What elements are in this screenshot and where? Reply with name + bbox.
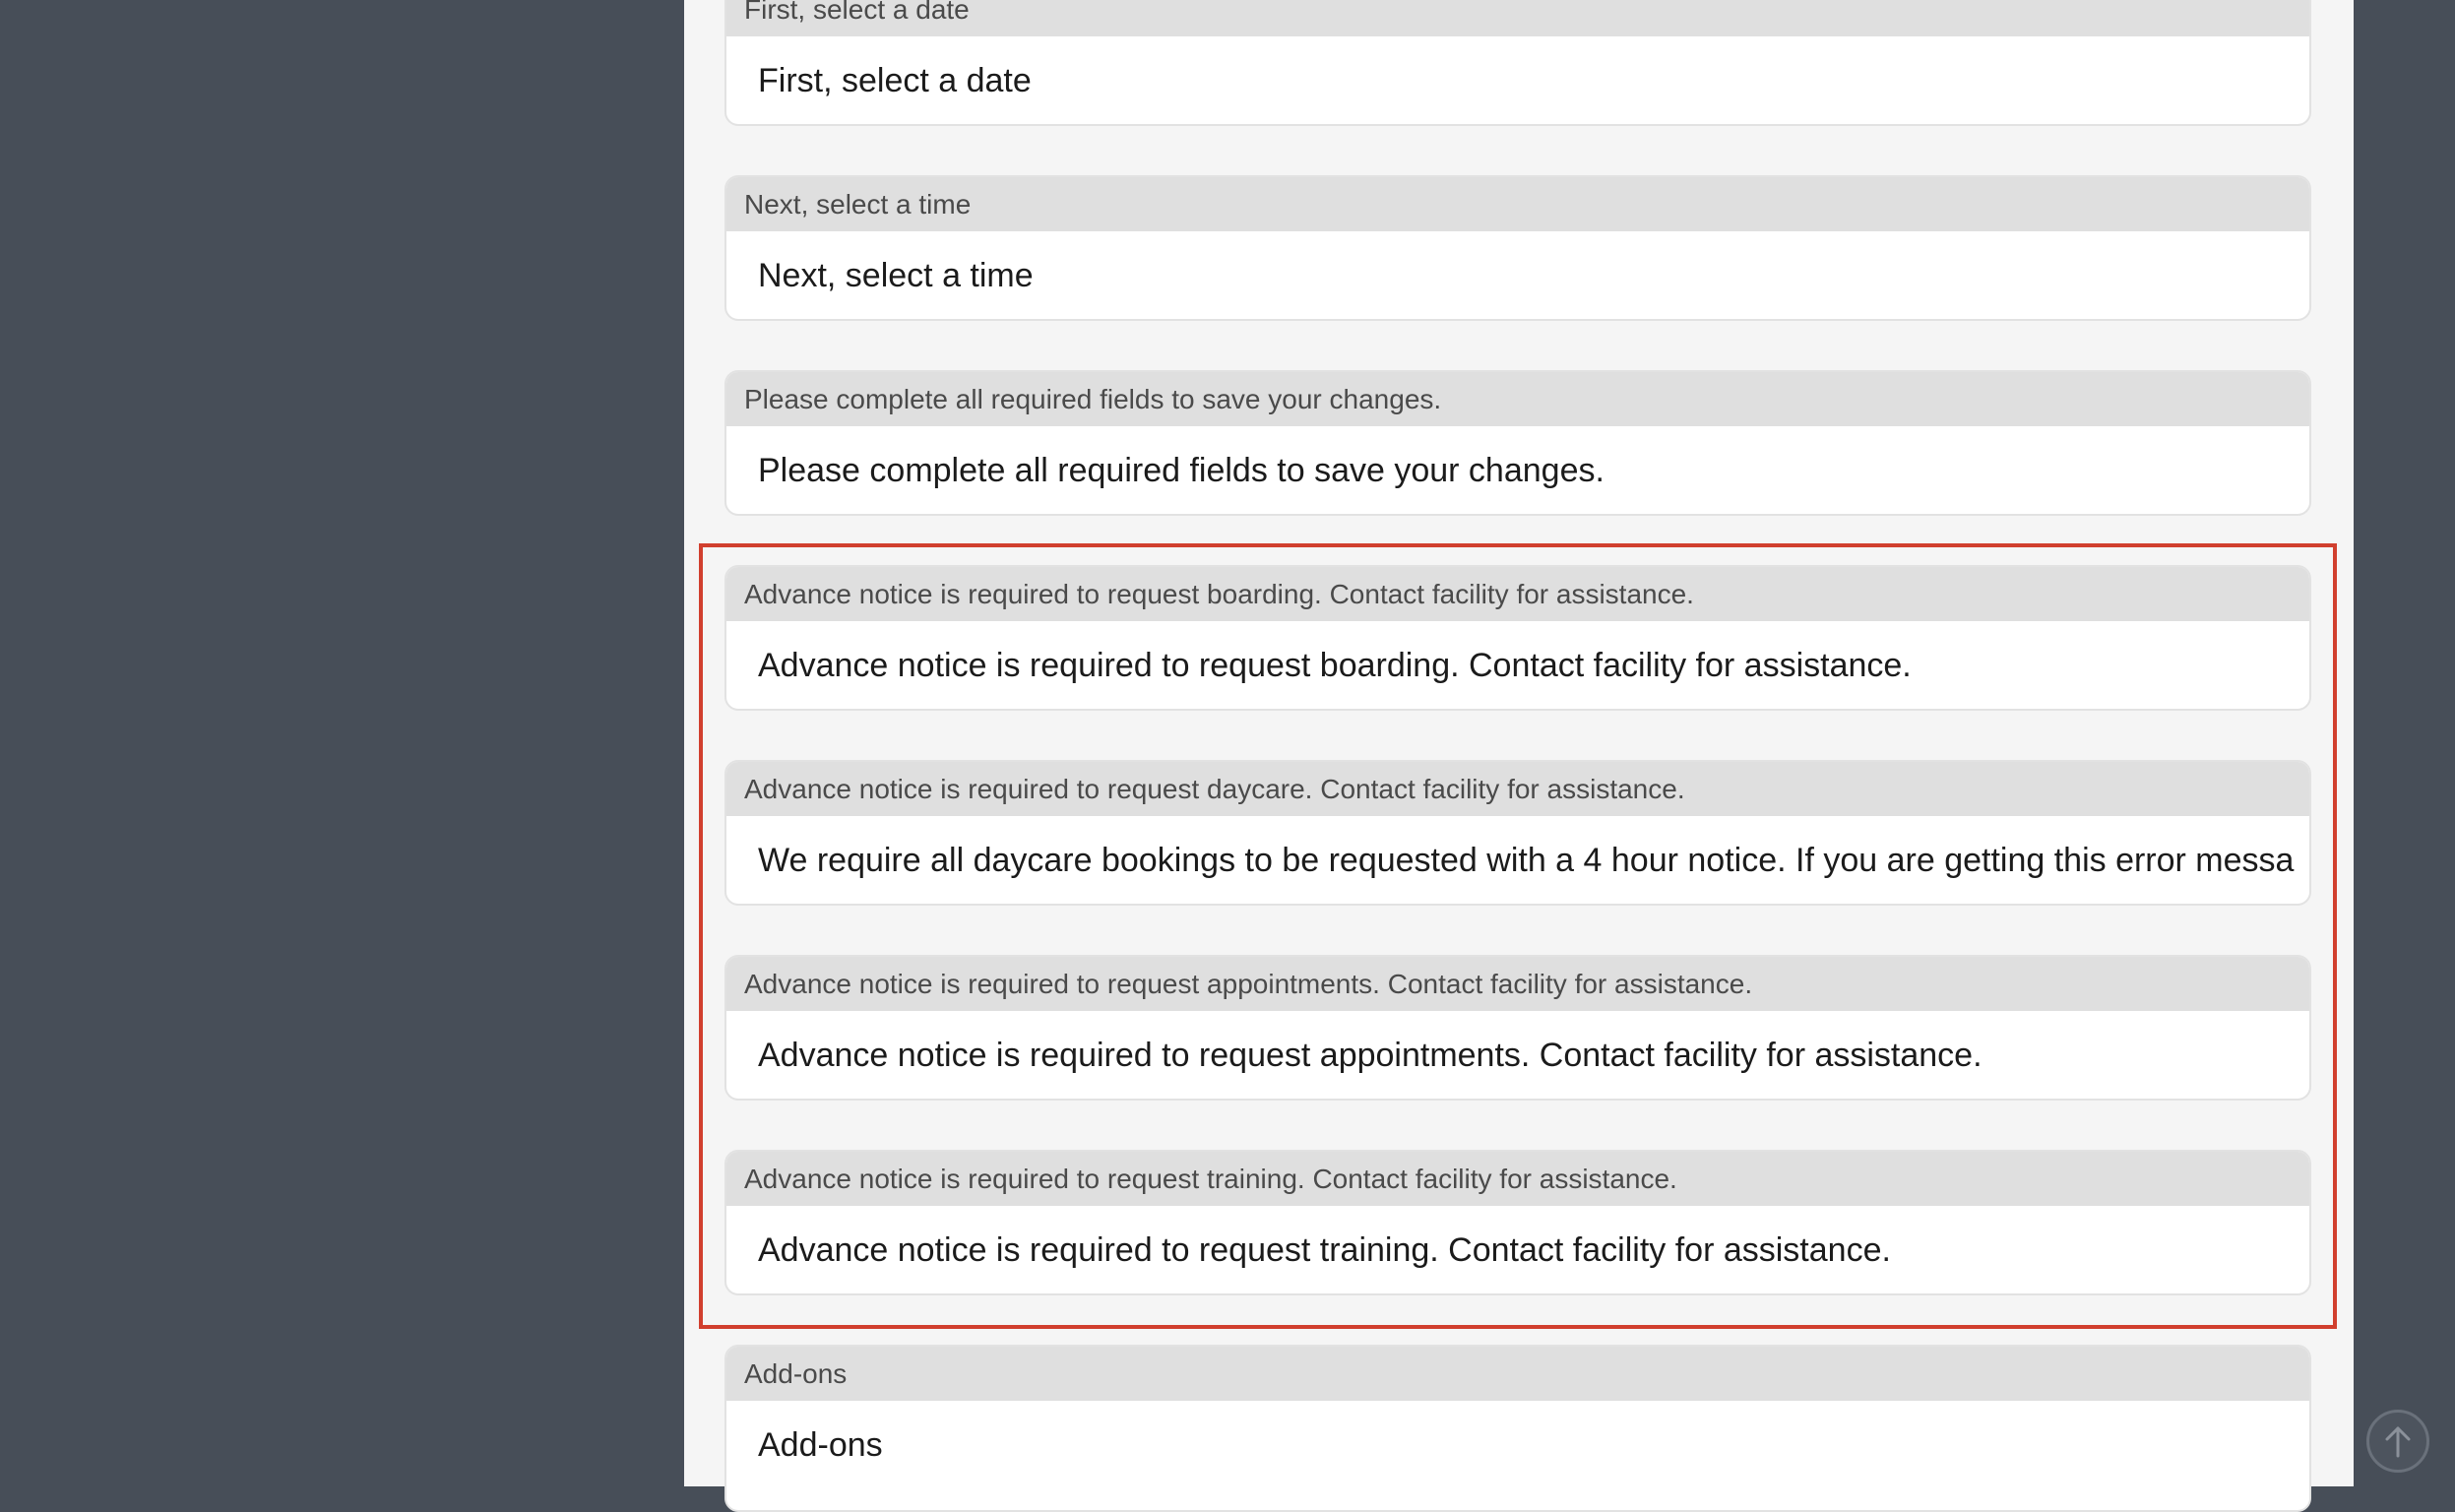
- field-addons-label: Add-ons: [726, 1347, 2309, 1401]
- field-required-label: Please complete all required fields to save your changes.: [726, 372, 2309, 426]
- field-time-label: Next, select a time: [726, 177, 2309, 231]
- field-boarding-value[interactable]: Advance notice is required to request boarding. Contact facility for assistance.: [758, 647, 1912, 684]
- field-appointments-value[interactable]: Advance notice is required to request appointments. Contact facility for assistance.: [758, 1037, 1983, 1074]
- field-date-label: First, select a date: [726, 0, 2309, 36]
- field-daycare-notice: [724, 760, 2311, 906]
- field-appointments-label: Advance notice is required to request appointments. Contact facility for assistance.: [726, 957, 2309, 1011]
- field-training-value[interactable]: Advance notice is required to request training. Contact facility for assistance.: [758, 1231, 1891, 1269]
- field-date-value[interactable]: First, select a date: [758, 62, 1032, 99]
- field-time: [724, 175, 2311, 321]
- field-required-message: [724, 370, 2311, 516]
- arrow-up-circle-icon: [2369, 1413, 2426, 1470]
- field-time-value[interactable]: Next, select a time: [758, 257, 1034, 294]
- field-appointments-notice: [724, 955, 2311, 1101]
- field-boarding-notice: [724, 565, 2311, 711]
- field-daycare-label: Advance notice is required to request daycare. Contact facility for assistance.: [726, 762, 2309, 816]
- field-addons: [724, 1345, 2311, 1512]
- field-boarding-label: Advance notice is required to request boarding. Contact facility for assistance.: [726, 567, 2309, 621]
- field-training-label: Advance notice is required to request training. Contact facility for assistance.: [726, 1152, 2309, 1206]
- field-training-notice: [724, 1150, 2311, 1295]
- field-addons-value[interactable]: Add-ons: [758, 1426, 883, 1464]
- scroll-to-top-button[interactable]: [2366, 1410, 2429, 1473]
- field-daycare-value[interactable]: We require all daycare bookings to be requested with a 4 hour notice. If you are getting this error messa: [758, 842, 2295, 879]
- field-date: [724, 0, 2311, 126]
- field-required-value[interactable]: Please complete all required fields to save your changes.: [758, 452, 1605, 489]
